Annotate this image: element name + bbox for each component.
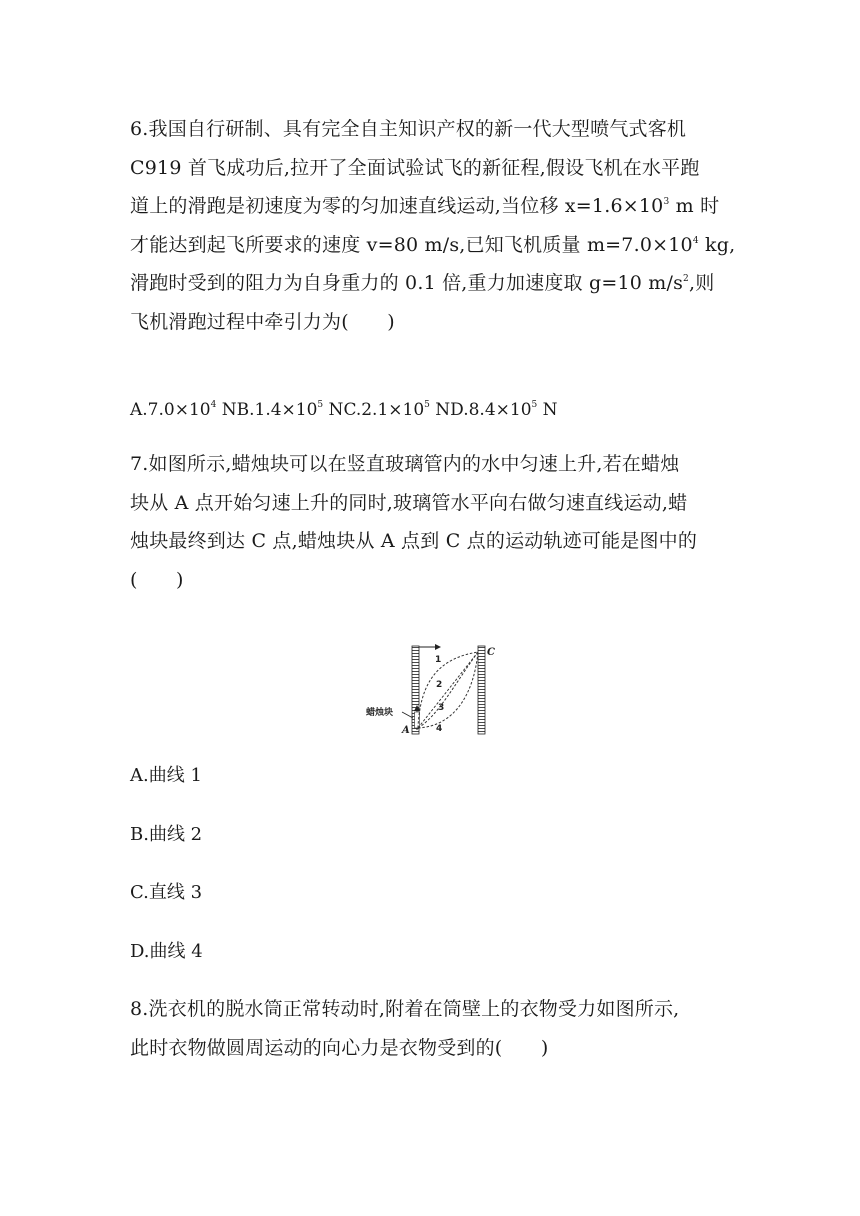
option-b: $B.1.4\times 10^5$ N bbox=[236, 400, 344, 420]
label-pointer bbox=[402, 712, 413, 718]
option-a: $A.7.0\times 10^4$ N bbox=[130, 400, 237, 420]
question-7-option-c: C.直线 3 bbox=[130, 882, 203, 903]
question-8 bbox=[130, 990, 740, 1067]
curve-label-1: 1 bbox=[435, 655, 442, 665]
question-6 bbox=[130, 110, 740, 342]
option-c: $C.2.1\times 10^5$ N bbox=[343, 400, 451, 420]
question-7-option-d: D.曲线 4 bbox=[130, 941, 203, 962]
candle-label: 蜡烛块 bbox=[366, 708, 394, 718]
question-7-line-4: ( ) bbox=[130, 568, 184, 591]
question-8-line-2: 此时衣物做圆周运动的向心力是衣物受到的( ) bbox=[130, 1036, 549, 1059]
question-6-line-6: 飞机滑跑过程中牵引力为( ) bbox=[130, 310, 395, 333]
question-6-line-4: 才能达到起飞所要求的速度 v=80 m/s,已知飞机质量 $m=7.0\times 10^4$ kg, bbox=[130, 233, 736, 256]
question-8-line-1: 8.洗衣机的脱水筒正常转动时,附着在筒壁上的衣物受力如图所示, bbox=[130, 998, 680, 1020]
curve-label-3: 3 bbox=[438, 703, 445, 713]
candle-trajectory-figure bbox=[360, 640, 530, 740]
question-7-option-b: B.曲线 2 bbox=[130, 824, 203, 845]
question-7-line-1: 7.如图所示,蜡烛块可以在竖直玻璃管内的水中匀速上升,若在蜡烛 bbox=[130, 453, 680, 475]
question-6-line-5: 滑跑时受到的阻力为自身重力的 0.1 倍,重力加速度取 g=10 $m/s^2$,则 bbox=[130, 272, 715, 295]
question-7-line-3: 烛块最终到达 C 点,蜡烛块从 A 点到 C 点的运动轨迹可能是图中的 bbox=[130, 530, 698, 553]
question-7-option-a: A.曲线 1 bbox=[130, 765, 202, 786]
right-tube bbox=[478, 646, 485, 734]
question-7-line-2: 块从 A 点开始匀速上升的同时,玻璃管水平向右做匀速直线运动,蜡 bbox=[130, 491, 688, 514]
question-6-line-1: 6.我国自行研制、具有完全自主知识产权的新一代大型喷气式客机 bbox=[130, 118, 687, 140]
question-6-line-2: C919 首飞成功后,拉开了全面试验试飞的新征程,假设飞机在水平跑 bbox=[130, 156, 700, 179]
point-c-label: C bbox=[487, 647, 495, 658]
line-3 bbox=[418, 652, 478, 728]
question-6-line-3: 道上的滑跑是初速度为零的匀加速直线运动,当位移 $x=1.6\times 10^3$ m 时 bbox=[130, 195, 720, 218]
question-6-options bbox=[130, 400, 558, 420]
option-d: $D.8.4\times 10^5$ N bbox=[450, 400, 558, 420]
point-a-label: A bbox=[402, 725, 410, 736]
question-7 bbox=[130, 445, 740, 599]
curve-label-4: 4 bbox=[436, 724, 443, 734]
curve-label-2: 2 bbox=[436, 680, 443, 690]
